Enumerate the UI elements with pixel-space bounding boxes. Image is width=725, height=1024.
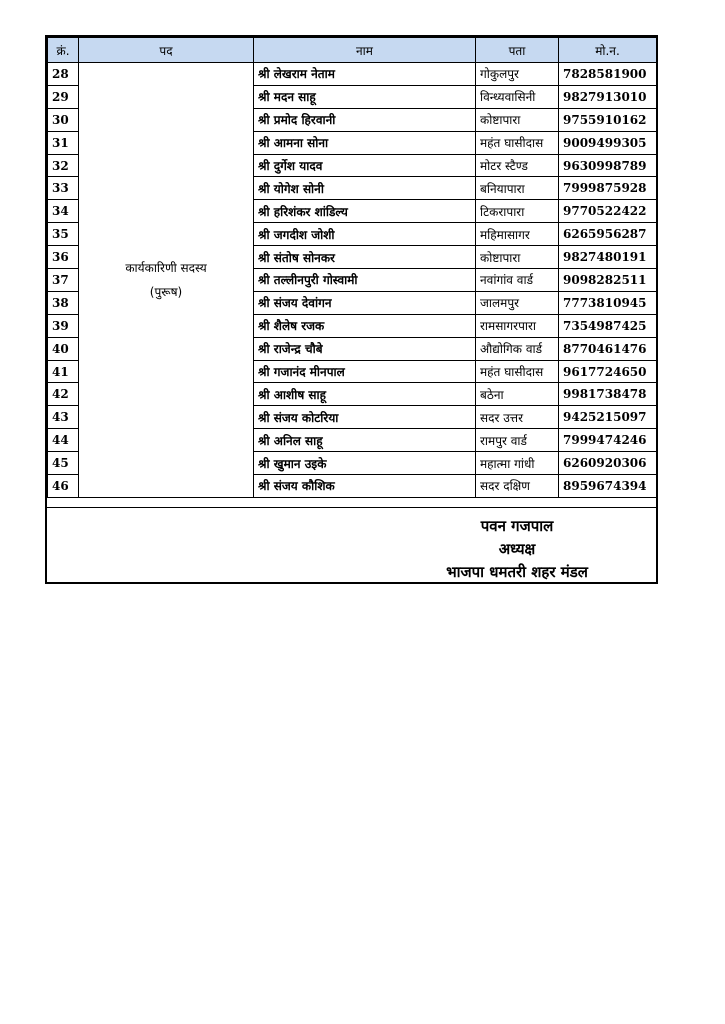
member-address: मोटर स्टैण्ड — [476, 154, 559, 177]
member-table — [47, 37, 657, 498]
member-address: महिमासागर — [476, 223, 559, 246]
member-address: महंत घासीदास — [476, 131, 559, 154]
post-title: कार्यकारिणी सदस्य — [125, 260, 207, 275]
member-address: नवांगांव वार्ड — [476, 269, 559, 292]
member-mobile: 7999875928 — [559, 177, 657, 200]
member-name: श्री मदन साहू — [254, 85, 476, 108]
member-name: श्री राजेन्द्र चौबे — [254, 337, 476, 360]
member-mobile: 6265956287 — [559, 223, 657, 246]
member-name: श्री संजय कौशिक — [254, 475, 476, 498]
header-mobile: मो.न. — [559, 38, 657, 63]
footer-divider — [47, 507, 656, 508]
member-mobile: 7354987425 — [559, 314, 657, 337]
member-address: महात्मा गांधी — [476, 452, 559, 475]
serial-number: 41 — [48, 360, 79, 383]
member-name: श्री हरिशंकर शांडिल्य — [254, 200, 476, 223]
serial-number: 28 — [48, 63, 79, 86]
serial-number: 35 — [48, 223, 79, 246]
member-address: कोष्टापारा — [476, 246, 559, 269]
header-name: नाम — [254, 38, 476, 63]
member-address: विन्ध्यवासिनी — [476, 85, 559, 108]
member-name: श्री गजानंद मीनपाल — [254, 360, 476, 383]
member-mobile: 8770461476 — [559, 337, 657, 360]
serial-number: 29 — [48, 85, 79, 108]
member-mobile: 7828581900 — [559, 63, 657, 86]
post-cell — [79, 63, 254, 498]
member-address: टिकरापारा — [476, 200, 559, 223]
member-mobile: 9827480191 — [559, 246, 657, 269]
member-mobile: 8959674394 — [559, 475, 657, 498]
serial-number: 38 — [48, 291, 79, 314]
member-name: श्री जगदीश जोशी — [254, 223, 476, 246]
serial-number: 42 — [48, 383, 79, 406]
serial-number: 32 — [48, 154, 79, 177]
member-name: श्री आमना सोना — [254, 131, 476, 154]
member-mobile: 9617724650 — [559, 360, 657, 383]
member-name: श्री संतोष सोनकर — [254, 246, 476, 269]
header-serial: क्रं. — [48, 38, 79, 63]
table-row — [48, 63, 657, 86]
member-name: श्री योगेश सोनी — [254, 177, 476, 200]
serial-number: 37 — [48, 269, 79, 292]
member-name: श्री दुर्गेश यादव — [254, 154, 476, 177]
serial-number: 30 — [48, 108, 79, 131]
member-name: श्री संजय देवांगन — [254, 291, 476, 314]
member-address: औद्योगिक वार्ड — [476, 337, 559, 360]
member-mobile: 7773810945 — [559, 291, 657, 314]
post-subtitle: (पुरूष) — [149, 284, 183, 299]
serial-number: 46 — [48, 475, 79, 498]
member-address: रामपुर वार्ड — [476, 429, 559, 452]
table-header-row — [48, 38, 657, 63]
member-address: कोष्टापारा — [476, 108, 559, 131]
member-name: श्री शैलेष रजक — [254, 314, 476, 337]
member-address: महंत घासीदास — [476, 360, 559, 383]
header-address: पता — [476, 38, 559, 63]
member-address: जालमपुर — [476, 291, 559, 314]
serial-number: 39 — [48, 314, 79, 337]
member-mobile: 6260920306 — [559, 452, 657, 475]
member-address: गोकुलपुर — [476, 63, 559, 86]
member-name: श्री तल्लीनपुरी गोस्वामी — [254, 269, 476, 292]
member-address: बनियापारा — [476, 177, 559, 200]
signatory-organization: भाजपा धमतरी शहर मंडल — [446, 563, 588, 581]
member-mobile: 9981738478 — [559, 383, 657, 406]
serial-number: 43 — [48, 406, 79, 429]
member-name: श्री संजय कोटरिया — [254, 406, 476, 429]
member-mobile: 9098282511 — [559, 269, 657, 292]
member-mobile: 9009499305 — [559, 131, 657, 154]
signature-block — [417, 515, 617, 584]
member-mobile: 9770522422 — [559, 200, 657, 223]
serial-number: 40 — [48, 337, 79, 360]
serial-number: 44 — [48, 429, 79, 452]
signatory-name: पवन गजपाल — [480, 517, 554, 535]
member-list-sheet — [45, 35, 658, 584]
serial-number: 36 — [48, 246, 79, 269]
member-mobile: 9827913010 — [559, 85, 657, 108]
member-address: बठेना — [476, 383, 559, 406]
serial-number: 45 — [48, 452, 79, 475]
signatory-designation: अध्यक्ष — [498, 540, 536, 558]
member-name: श्री अनिल साहू — [254, 429, 476, 452]
member-address: सदर दक्षिण — [476, 475, 559, 498]
member-mobile: 7999474246 — [559, 429, 657, 452]
serial-number: 33 — [48, 177, 79, 200]
member-name: श्री लेखराम नेताम — [254, 63, 476, 86]
member-name: श्री आशीष साहू — [254, 383, 476, 406]
member-mobile: 9630998789 — [559, 154, 657, 177]
member-mobile: 9755910162 — [559, 108, 657, 131]
member-name: श्री प्रमोद हिरवानी — [254, 108, 476, 131]
serial-number: 31 — [48, 131, 79, 154]
serial-number: 34 — [48, 200, 79, 223]
header-post: पद — [79, 38, 254, 63]
member-address: रामसागरपारा — [476, 314, 559, 337]
member-address: सदर उत्तर — [476, 406, 559, 429]
member-name: श्री खुमान उइके — [254, 452, 476, 475]
member-mobile: 9425215097 — [559, 406, 657, 429]
